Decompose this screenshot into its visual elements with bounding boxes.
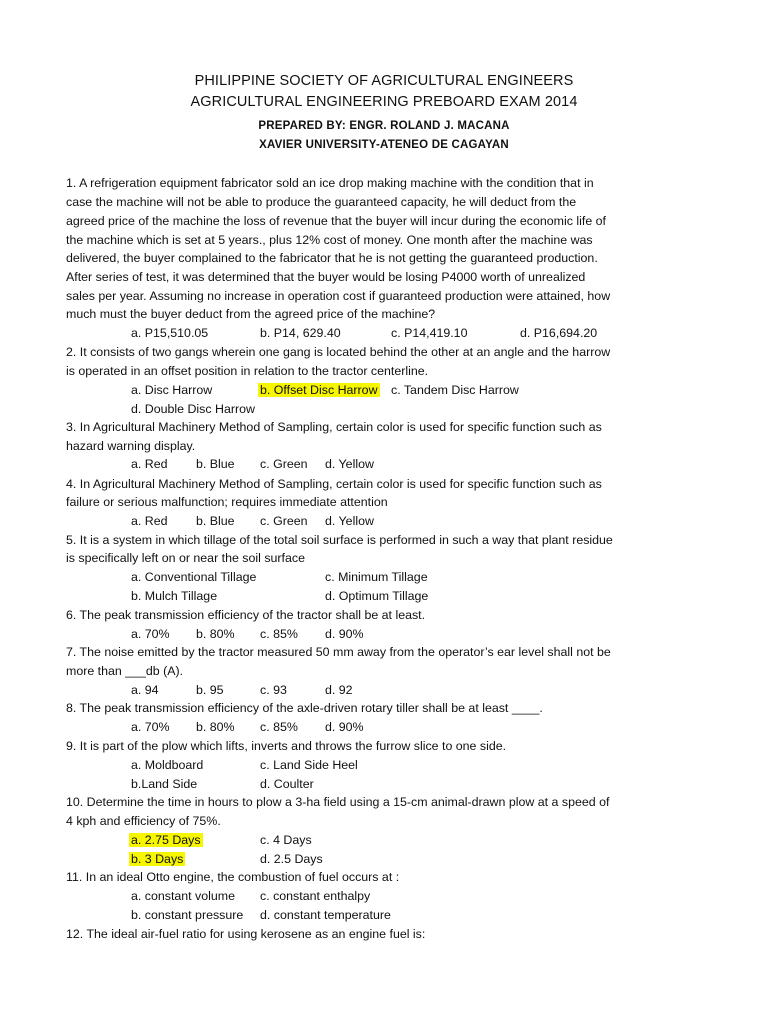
q10-option-b-highlighted: b. 3 Days: [131, 852, 184, 866]
school-name: XAVIER UNIVERSITY-ATENEO DE CAGAYAN: [259, 139, 509, 151]
q12-text-line: 12. The ideal air-fuel ratio for using kerosene as an engine fuel is:: [66, 927, 426, 941]
q1-option-b: b. P14, 629.40: [260, 326, 341, 340]
q7-option-c: c. 93: [260, 683, 287, 697]
q7-option-d: d. 92: [325, 683, 353, 697]
q1-option-c: c. P14,419.10: [391, 326, 468, 340]
org-title: PHILIPPINE SOCIETY OF AGRICULTURAL ENGINEERS: [194, 73, 574, 89]
q5-text-line: is specifically left on or near the soil surface: [66, 551, 305, 565]
q7-text-line: more than ___db (A).: [66, 664, 184, 678]
q3-option-c: c. Green: [260, 457, 308, 471]
q7-option-a: a. 94: [131, 683, 159, 697]
q1-text-line: 1. A refrigeration equipment fabricator sold an ice drop making machine with the condition that in: [66, 176, 594, 190]
q3-text-line: hazard warning display.: [66, 439, 196, 453]
q8-option-c: c. 85%: [260, 720, 298, 734]
q2-text-line: is operated in an offset position in relation to the tractor centerline.: [66, 364, 429, 378]
q4-option-d: d. Yellow: [325, 514, 374, 528]
q9-option-a: a. Moldboard: [131, 758, 204, 772]
q2-option-d: d. Double Disc Harrow: [131, 402, 255, 416]
q2-text-line: 2. It consists of two gangs wherein one gang is located behind the other at an angle and the harrow: [66, 345, 611, 359]
q4-text-line: failure or serious malfunction; requires immediate attention: [66, 495, 388, 509]
q9-option-d: d. Coulter: [260, 777, 314, 791]
q2-option-c: c. Tandem Disc Harrow: [391, 383, 519, 397]
q7-text-line: 7. The noise emitted by the tractor measured 50 mm away from the operator’s ear level shall not be: [66, 645, 611, 659]
q6-option-a: a. 70%: [131, 627, 170, 641]
prepared-by: PREPARED BY: ENGR. ROLAND J. MACANA: [258, 120, 510, 132]
q11-option-a: a. constant volume: [131, 889, 236, 903]
q11-option-c: c. constant enthalpy: [260, 889, 371, 903]
q9-text-line: 9. It is part of the plow which lifts, inverts and throws the furrow slice to one side.: [66, 739, 507, 753]
q8-option-d: d. 90%: [325, 720, 364, 734]
q4-option-b: b. Blue: [196, 514, 235, 528]
q10-option-a-highlighted: a. 2.75 Days: [131, 833, 201, 847]
q5-option-c: c. Minimum Tillage: [325, 570, 428, 584]
q6-option-c: c. 85%: [260, 627, 298, 641]
q1-text-line: agreed price of the machine the loss of revenue that the buyer will incur during the economic life of: [66, 214, 606, 228]
q5-text-line: 5. It is a system in which tillage of the total soil surface is performed in such a way that plant residue: [66, 533, 613, 547]
q9-option-c: c. Land Side Heel: [260, 758, 358, 772]
q7-option-b: b. 95: [196, 683, 224, 697]
q4-text-line: 4. In Agricultural Machinery Method of Sampling, certain color is used for specific function such as: [66, 477, 602, 491]
exam-title: AGRICULTURAL ENGINEERING PREBOARD EXAM 2014: [190, 94, 578, 110]
q10-option-c: c. 4 Days: [260, 833, 312, 847]
q8-text-line: 8. The peak transmission efficiency of the axle-driven rotary tiller shall be at least ____.: [66, 701, 543, 715]
q5-option-a: a. Conventional Tillage: [131, 570, 257, 584]
q6-text-line: 6. The peak transmission efficiency of the tractor shall be at least.: [66, 608, 426, 622]
q6-option-d: d. 90%: [325, 627, 364, 641]
q1-text-line: sales per year. Assuming no increase in operation cost if guaranteed production were attained, how: [66, 289, 611, 303]
q2-option-a: a. Disc Harrow: [131, 383, 213, 397]
q3-option-b: b. Blue: [196, 457, 235, 471]
q11-text-line: 11. In an ideal Otto engine, the combustion of fuel occurs at :: [66, 870, 400, 884]
q9-option-b: b.Land Side: [131, 777, 198, 791]
q5-option-d: d. Optimum Tillage: [325, 589, 429, 603]
q1-option-a: a. P15,510.05: [131, 326, 209, 340]
q2-option-b-highlighted: b. Offset Disc Harrow: [260, 383, 378, 397]
q1-text-line: After series of test, it was determined that the buyer would be losing P4000 worth of unrealized: [66, 270, 586, 284]
q8-option-a: a. 70%: [131, 720, 170, 734]
q1-option-d: d. P16,694.20: [520, 326, 598, 340]
q1-text-line: case the machine will not be able to produce the guaranteed capacity, he will deduct from the: [66, 195, 577, 209]
q8-option-b: b. 80%: [196, 720, 235, 734]
q3-text-line: 3. In Agricultural Machinery Method of Sampling, certain color is used for specific function such as: [66, 420, 602, 434]
q10-text-line: 10. Determine the time in hours to plow a 3-ha field using a 15-cm animal-drawn plow at a speed of: [66, 795, 610, 809]
q1-text-line: much must the buyer deduct from the agreed price of the machine?: [66, 307, 436, 321]
q3-option-d: d. Yellow: [325, 457, 374, 471]
q6-option-b: b. 80%: [196, 627, 235, 641]
q10-option-d: d. 2.5 Days: [260, 852, 323, 866]
q3-option-a: a. Red: [131, 457, 168, 471]
q5-option-b: b. Mulch Tillage: [131, 589, 218, 603]
q4-option-c: c. Green: [260, 514, 308, 528]
q4-option-a: a. Red: [131, 514, 168, 528]
q11-option-d: d. constant temperature: [260, 908, 391, 922]
q11-option-b: b. constant pressure: [131, 908, 244, 922]
q1-text-line: the machine which is set at 5 years., plus 12% cost of money. One month after the machine was: [66, 233, 593, 247]
q1-text-line: delivered, the buyer complained to the fabricator that he is not getting the guaranteed production.: [66, 251, 598, 265]
q10-text-line: 4 kph and efficiency of 75%.: [66, 814, 221, 828]
